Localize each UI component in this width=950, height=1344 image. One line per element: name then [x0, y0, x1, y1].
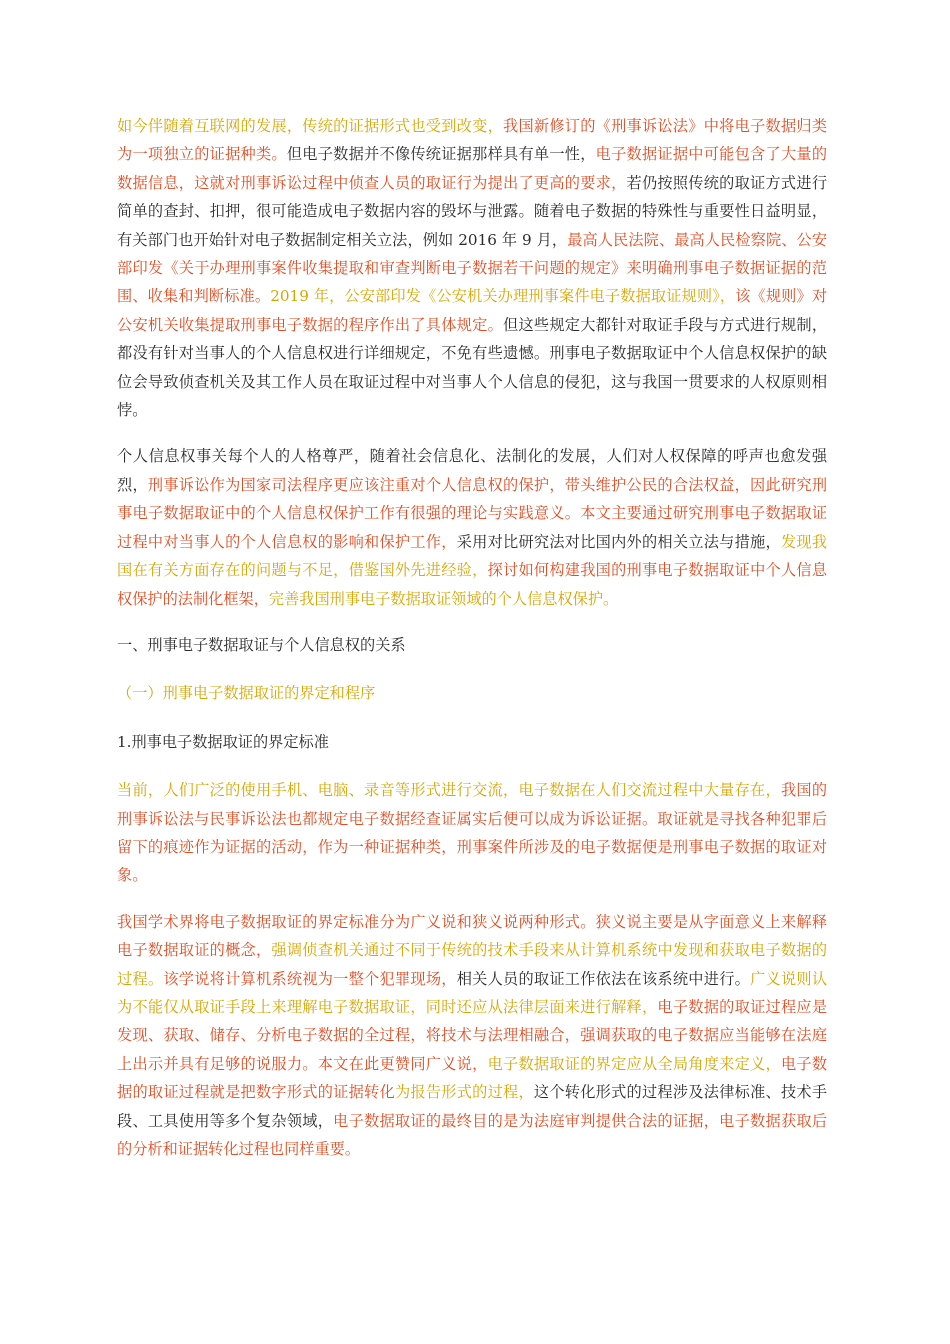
text-run: 我国学术界将电子数据取证的界定标准分为广义说和狭义说两种形式。狭义说主要是从字面意义上来解释电子数据取证的概念，: [117, 912, 827, 960]
body-paragraph: [117, 442, 827, 612]
text-run: 但这些规定大都针对取证手段与方式进行规制，都没有针对当事人的个人信息权进行详细规定，不免有些遗憾。刑事电子数据取证中个人信息权保护的缺位会导致侦查机关及其工作人员在取证过程中对当事人个人信息的侵犯，这与我国一贯要求的人权原则相悖。: [117, 315, 828, 420]
text-run: 如今伴随着互联网的发展，传统的证据形式也受到改变，: [117, 117, 504, 135]
text-run: 强调侦查机关通过不同于传统的技术手段来从计算机系统中发现和获取电子数据的过程。: [117, 941, 828, 988]
text-run: 采用对比研究法对比国内外的相关立法与措施，: [456, 532, 781, 551]
text-run: 探讨如何构建我国的刑事电子数据取证中个人信息权保护的法制化框架，: [117, 561, 828, 608]
section-heading: [117, 728, 827, 756]
body-paragraph: [117, 776, 827, 890]
text-run: 最高人民法院、最高人民检察院、公安部印发《关于办理刑事案件收集提取和审查判断电子数据若干问题的规定》来明确刑事电子数据证据的范围、收集和判断标准。: [117, 230, 828, 306]
text-run: 若仍按照传统的取证方式进行简单的查封、扣押，很可能造成电子数据内容的毁坏与泄露。随着电子数据的特殊性与重要性日益明显，有关部门也开始针对电子数据制定相关立法，例如 2016 年 9 月，: [117, 173, 828, 249]
text-run: 电子数据取证的最终目的是为法庭审判提供合法的证据，电子数据获取后的分析和证据转化过程也同样重要。: [117, 1111, 828, 1158]
text-run: 刑事诉讼作为国家司法程序更应该注重对个人信息权的保护，带头维护公民的合法权益，因此研究刑事电子数据取证中的个人信息权保护工作有很强的理论与实践意义。本文主要通过研究刑事电子数据取证过程中对当事人的个人信息权的影响和保护工作，: [117, 475, 828, 551]
text-run: 我国的刑事诉讼法与民事诉讼法也都规定电子数据经查证属实后便可以成为诉讼证据。取证就是寻找各种犯罪后留下的痕迹作为证据的活动，作为一种证据种类，刑事案件所涉及的电子数据便是刑事电子数据的取证对象。: [117, 781, 828, 885]
paragraph-spacer: [117, 756, 827, 776]
text-run: 2019 年，公安部印发《公安机关办理刑事案件电子数据取证规则》，: [270, 287, 736, 306]
text-run: 个人信息权事关每个人的人格尊严，随着社会信息化、法制化的发展，人们对人权保障的呼声也愈发强烈，: [117, 447, 827, 494]
text-run: 1.刑事电子数据取证的界定标准: [117, 732, 329, 751]
text-run: （一）刑事电子数据取证的界定和程序: [117, 684, 376, 703]
text-run: 但电子数据并不像传统证据那样具有单一性，: [286, 145, 596, 164]
section-heading: [117, 631, 827, 659]
body-paragraph: [117, 112, 827, 424]
text-run: 电子数据证据中可能包含了大量的数据信息，这就对刑事诉讼过程中侦查人员的取证行为提出了更高的要求，: [117, 145, 828, 192]
paragraph-spacer: [117, 708, 827, 728]
text-run: 当前，人们广泛的使用手机、电脑、录音等形式进行交流，电子数据在人们交流过程中大量存在，: [117, 781, 781, 800]
document-body: [117, 112, 827, 1163]
body-paragraph: [117, 908, 827, 1164]
text-run: 电子数据取证的界定应从全局角度来定义，: [487, 1054, 781, 1073]
paragraph-spacer: [117, 659, 827, 679]
text-run: 为报告形式的过程，: [394, 1083, 534, 1102]
text-run: 电子数据的取证过程应是发现、获取、储存、分析电子数据的全过程，将技术与法理相融合，强调获取的电子数据应当能够在法庭上出示并具有足够的说服力。本文在此更赞同广义说，: [117, 997, 828, 1073]
paragraph-spacer: [117, 613, 827, 631]
paragraph-spacer: [117, 890, 827, 908]
text-run: 相关人员的取证工作依法在该系统中进行。: [456, 969, 751, 988]
text-run: 完善我国刑事电子数据取证领域的个人信息权保护。: [268, 589, 619, 608]
text-run: 这个转化形式的过程涉及法律标准、技术手段、工具使用等多个复杂领域，: [117, 1083, 828, 1130]
section-heading: [117, 679, 827, 707]
text-run: 该《规则》对公安机关收集提取刑事电子数据的程序作出了具体规定。: [117, 287, 828, 334]
paragraph-spacer: [117, 424, 827, 442]
text-run: 发现我国在有关方面存在的问题与不足，借鉴国外先进经验，: [117, 532, 828, 580]
text-run: 一、刑事电子数据取证与个人信息权的关系: [117, 635, 406, 654]
text-run: 该学说将计算机系统视为一整个犯罪现场，: [163, 969, 457, 988]
text-run: 广义说则认为不能仅从取证手段上来理解电子数据取证，同时还应从法律层面来进行解释，: [117, 969, 828, 1016]
text-run: 电子数据的取证过程就是把数字形式的证据转化: [117, 1054, 828, 1102]
text-run: 我国新修订的《刑事诉讼法》中将电子数据归类为一项独立的证据种类。: [117, 117, 828, 164]
